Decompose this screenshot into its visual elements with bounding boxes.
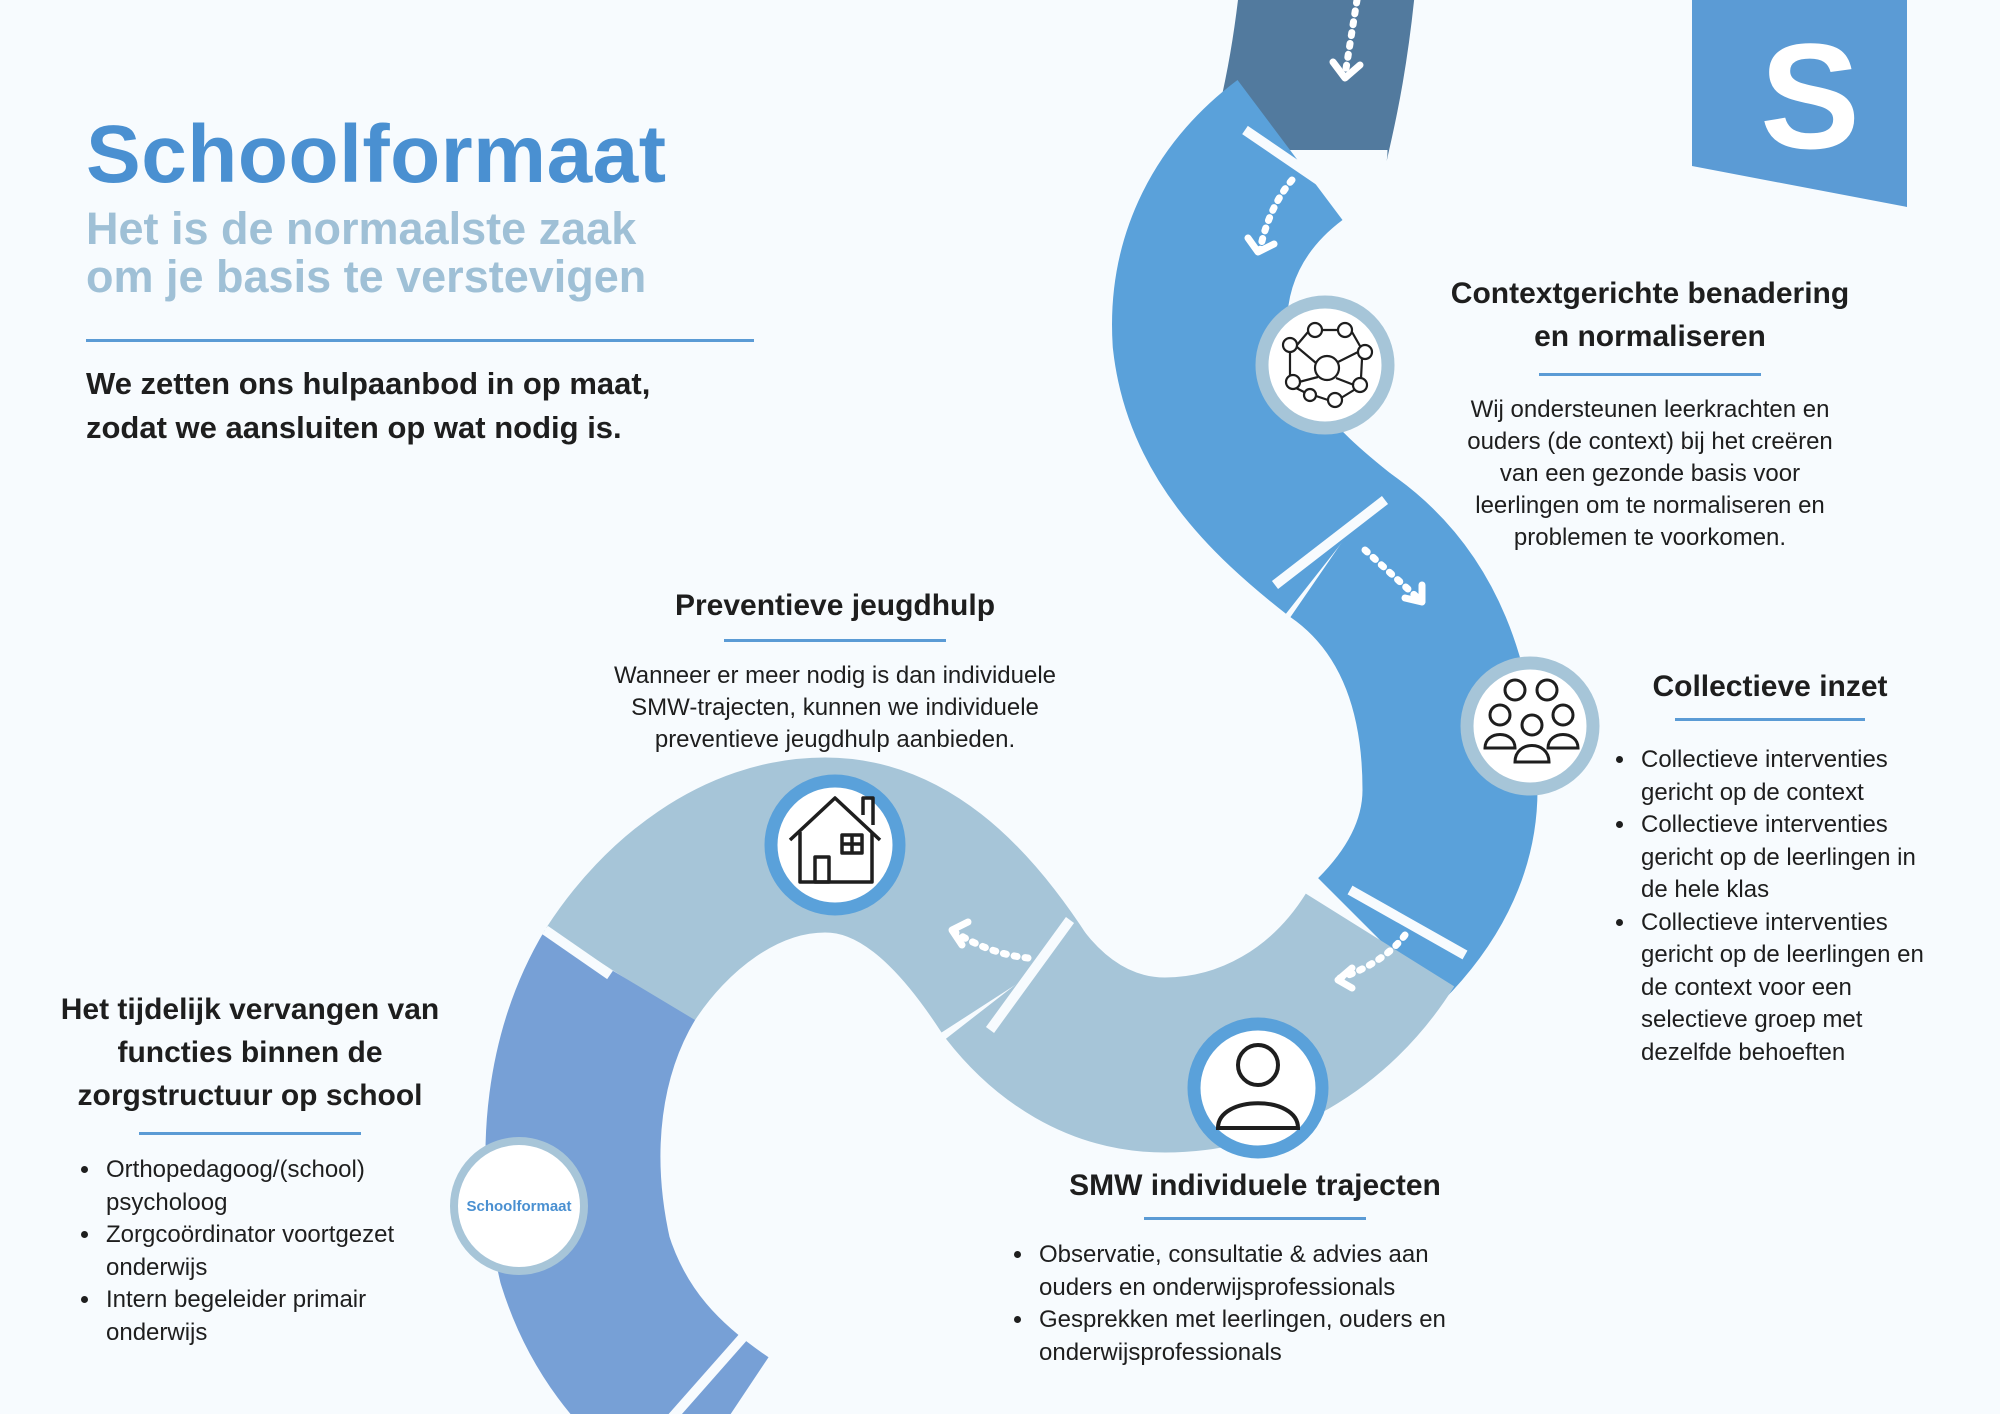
- text-line: SMW-trajecten, kunnen we individuele: [631, 694, 1039, 721]
- step-collective-underline: [1675, 718, 1865, 721]
- page-title: Schoolformaat: [86, 109, 667, 200]
- step-smw: [1005, 1164, 1505, 1220]
- step-context-text: [1400, 394, 1900, 554]
- step-context: [1400, 272, 1900, 554]
- corner-logo-letter: S: [1760, 12, 1861, 180]
- person-icon: [1194, 1024, 1322, 1152]
- list-item: • Intern begeleider primair onderwijs: [102, 1284, 482, 1349]
- step-replacement-list: [72, 1154, 482, 1349]
- step-preventive-title: Preventieve jeugdhulp: [674, 589, 996, 622]
- title-line: Het tijdelijk vervangen van: [60, 993, 440, 1026]
- intro-text: [86, 362, 650, 450]
- list-item: • Zorgcoördinator voortgezet onderwijs: [102, 1219, 482, 1284]
- list-item: • Collectieve interventies gericht op de leerlingen in de hele klas: [1637, 809, 1997, 907]
- step-preventive-underline: [724, 639, 946, 642]
- step-context-underline: [1539, 373, 1761, 376]
- step-collective: [1610, 665, 1930, 741]
- title-line: zorgstructuur op school: [77, 1079, 423, 1112]
- subtitle-line: om je basis te verstevigen: [86, 251, 647, 302]
- step-smw-underline: [1144, 1217, 1366, 1220]
- text-line: leerlingen om te normaliseren en: [1475, 492, 1825, 519]
- step-smw-title: SMW individuele trajecten: [1069, 1169, 1441, 1202]
- schoolformaat-logo: Schoolformaat: [450, 1137, 588, 1275]
- header-divider: [86, 339, 754, 342]
- step-collective-title: Collectieve inzet: [1652, 670, 1888, 703]
- network-icon: [1262, 302, 1388, 428]
- title-line: functies binnen de: [117, 1036, 383, 1069]
- road-segment-collective: [1340, 545, 1450, 940]
- step-context-title: [1400, 272, 1900, 358]
- list-item: • Orthopedagoog/(school) psycholoog: [102, 1154, 482, 1219]
- step-replacement: [40, 988, 460, 1135]
- road-segment-top: [1300, 0, 1330, 150]
- step-preventive-text: [570, 660, 1100, 756]
- step-replacement-title: [40, 988, 460, 1117]
- text-line: preventieve jeugdhulp aanbieden.: [654, 726, 1016, 753]
- list-item: • Collectieve interventies gericht op de context: [1637, 744, 1997, 809]
- step-collective-list: [1607, 744, 1997, 1069]
- step-replacement-underline: [139, 1132, 361, 1135]
- list-item: • Gesprekken met leerlingen, ouders en onderwijsprofessionals: [1035, 1304, 1555, 1369]
- text-line: problemen te voorkomen.: [1513, 524, 1787, 551]
- list-item: • Collectieve interventies gericht op de leerlingen en de context voor een selectieve groep met dezelfde behoeften: [1637, 907, 1997, 1070]
- group-icon: [1467, 663, 1593, 789]
- text-line: ouders (de context) bij het creëren: [1467, 428, 1833, 455]
- title-line: Contextgerichte benadering: [1450, 277, 1850, 310]
- intro-line: We zetten ons hulpaanbod in op maat,: [86, 366, 651, 401]
- house-icon: [771, 781, 899, 909]
- step-smw-list: [1005, 1239, 1555, 1369]
- page-subtitle: [86, 205, 646, 301]
- subtitle-line: Het is de normaalste zaak: [86, 203, 637, 254]
- road-segment-smw: [1015, 940, 1380, 1065]
- text-line: van een gezonde basis voor: [1499, 460, 1801, 487]
- text-line: Wanneer er meer nodig is dan individuele: [613, 662, 1057, 689]
- list-item: • Observatie, consultatie & advies aan ouders en onderwijsprofessionals: [1035, 1239, 1555, 1304]
- road-segment-replacement: [573, 975, 720, 1414]
- step-preventive: [570, 584, 1100, 756]
- text-line: Wij ondersteunen leerkrachten en: [1470, 396, 1830, 423]
- intro-line: zodat we aansluiten op wat nodig is.: [86, 410, 622, 445]
- title-line: en normaliseren: [1534, 320, 1766, 353]
